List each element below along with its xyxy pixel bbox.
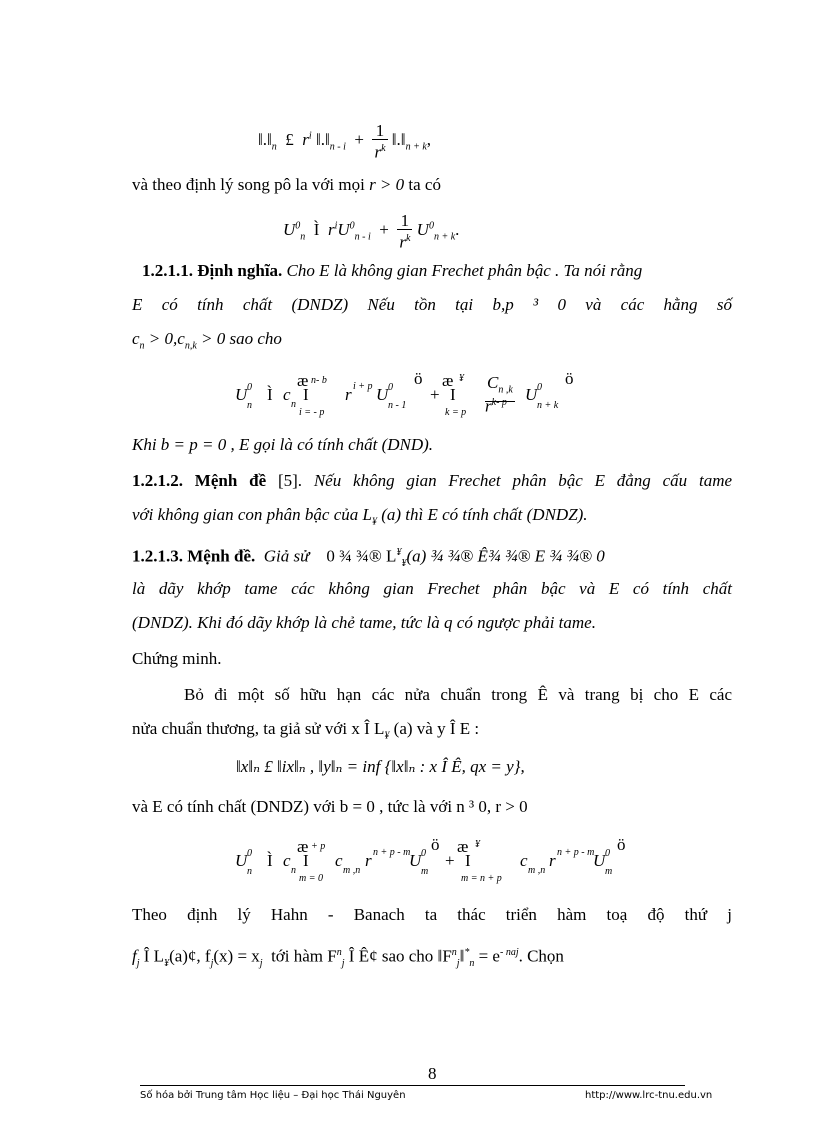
definition-line-2: E có tính chất (DNDZ) Nếu tồn tại b,p ³ 0 và các hằng số [132,295,732,314]
proof-line-3: và E có tính chất (DNDZ) với b = 0 , tức là với n ³ 0, r > 0 [132,797,528,816]
proposition-3-line-2: là dãy khớp tame các không gian Frechet phân bậc và E có tính chất [132,579,732,598]
text-line-polar: và theo định lý song pô la với mọi r > 0 ta có [132,175,441,194]
proposition-2-line-1: 1.2.1.2. Mệnh đề [5]. Nếu không gian Frechet phân bậc E đẳng cấu tame [132,471,733,490]
definition-line-1: 1.2.1.1. Định nghĩa. Cho E là không gian Frechet phân bậc . Ta nói rằng [142,261,643,280]
proposition-3-line-1: 1.2.1.3. Mệnh đề. Giả sử 0 ¾ ¾® $L^¥_¥(a)$ ¾ ¾® Ê¾ ¾® E ¾ ¾® 0 [132,546,605,570]
proof-line-2: nửa chuẩn thương, ta giả sử với x Î $L_¥$ (a) và y Î E : [132,719,480,742]
page-number: 8 [428,1064,437,1083]
proposition-2-line-2: với không gian con phân bậc của $L_¥$ (a) thì E có tính chất (DNDZ). [132,505,588,528]
footer-left: Số hóa bởi Trung tâm Học liệu – Đại học Thái Nguyên [140,1090,406,1101]
proposition-3-line-3: (DNDZ). Khi đó dãy khớp là chẻ tame, tức là q có ngược phải tame. [132,613,596,632]
proof-equation: ‖x‖ₙ £ ‖ix‖ₙ , ‖y‖ₙ = inf {‖x‖ₙ : x Î Ê, qx = y}, [236,757,525,776]
footer-rule [140,1085,685,1086]
proof-heading: Chứng minh. [132,649,222,668]
khi-line: Khi b = p = 0 , E gọi là có tính chất (DND). [132,435,434,454]
hahn-line-2: $f_j$ Î $L_¥(a)¢$, $f_j(x) = x_j$ tới hàm $F^n_j$ Î Ê¢ sao cho $‖F^n_j‖^*_n = e^{- naj}$. Chọn [132,946,564,970]
footer-url: http://www.lrc-tnu.edu.vn [585,1090,713,1101]
hahn-line-1: Theo định lý Hahn - Banach ta thác triển hàm toạ độ thứ j [132,905,732,924]
proof-line-1: Bỏ đi một số hữu hạn các nửa chuẩn trong Ê và trang bị cho E các [184,685,732,704]
definition-line-3: $c_n > 0,c_{n,k} > 0$ sao cho [132,329,282,352]
page: $‖.‖_n$ £ $r^i$ $‖.‖_{n - i}$ + $\frac{1}{r^k}$ $‖.‖_{n + k}$, và theo định lý song pô la với mọi r > 0 ta có $U^0_n$ Ì $r^iU^0_{n - i}$ + $\frac{1}{r^k}$ $U^0_{n + k}$. 1.2.1.1. Định nghĩa. Cho E là không gian Frechet phân bậc . Ta nói rằng E có tính chất (DNDZ) Nếu tồn tại b,p ³ 0 và các hằng số $c_n > 0,c_{n,k} > 0$ sao cho U 0 n Ì c n æ n- b I i = - p r i + p U 0 n - 1 ö + æ ¥ I k = p $C_{n ,k}$ $r^{k- p}$ U 0 n + k ö Khi b = p = 0 , E gọi là có tính chất (DND). 1.2.1.2. Mệnh đề [5]. Nếu không gian Frechet phân bậc E đẳng cấu tame với không gian con phân bậc của $L_¥$ (a) thì E có tính chất (DNDZ). 1.2.1.3. Mệnh đề. Giả sử 0 ¾ ¾® $L^¥_¥(a)$ ¾ ¾® Ê¾ ¾® E ¾ ¾® 0 là dãy khớp tame các không gian Frechet phân bậc và E có tính chất (DNDZ). Khi đó dãy khớp là chẻ tame, tức là q có ngược phải tame. Chứng minh. Bỏ đi một số hữu hạn các nửa chuẩn trong Ê và trang bị cho E các nửa chuẩn thương, ta giả sử với x Î $L_¥$ (a) và y Î E : ‖x‖ₙ £ ‖ix‖ₙ , ‖y‖ₙ = inf {‖x‖ₙ : x Î Ê, qx = y}, và E có tính chất (DNDZ) với b = 0 , tức là với n ³ 0, r > 0 U 0 n Ì c n æ + p I m = 0 c m ,n r n + p - m U 0 m ö + æ ¥ I m = n + p c m ,n r n + p - m U 0 m ö Theo định lý Hahn - Banach ta thác triển hàm toạ độ thứ j $f_j$ Î $L_¥(a)¢$, $f_j(x) = x_j$ tới hàm $F^n_j$ Î Ê¢ sao cho $‖F^n_j‖^*_n = e^{- naj}$. Chọn 8 Số hóa bởi Trung tâm Học liệu – Đại học Thái Nguyên http://www.lrc-tnu.edu.vn [0,0,816,1123]
equation-1: $‖.‖_n$ £ $r^i$ $‖.‖_{n - i}$ + $\frac{1}{r^k}$ $‖.‖_{n + k}$, [258,121,432,162]
equation-2: $U^0_n$ Ì $r^iU^0_{n - i}$ + $\frac{1}{r^k}$ $U^0_{n + k}$. [283,211,460,252]
